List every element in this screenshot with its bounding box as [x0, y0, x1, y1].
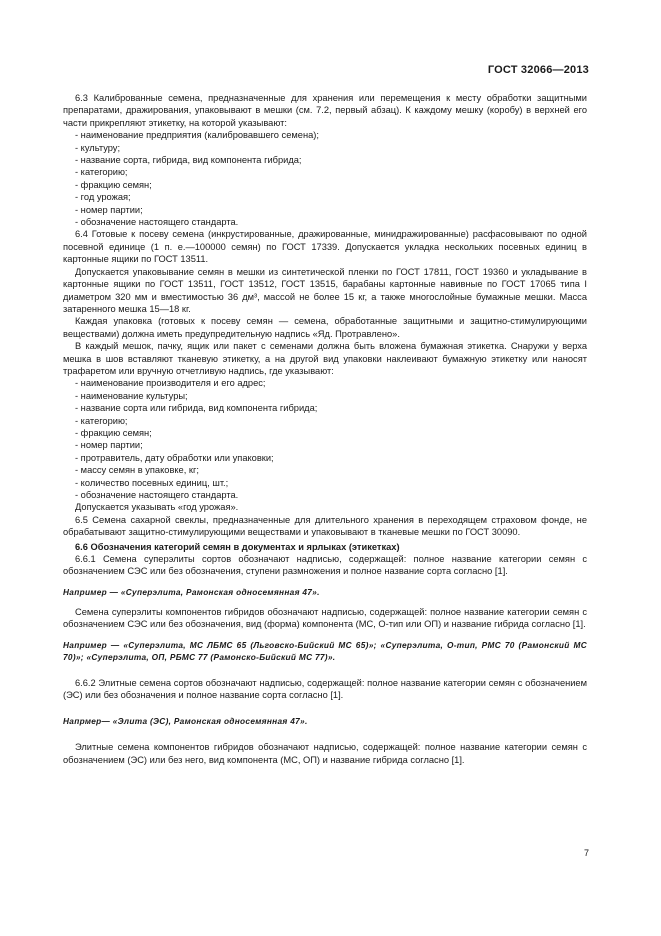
paragraph: 6.5 Семена сахарной свеклы, предназначенные для длительного хранения в переходящем страховом фонде, не обрабатывают защитно-стимулирующими веществами и упаковывают в тканевые мешки по ГОСТ 30090. — [63, 514, 587, 538]
paragraph: Допускается указывать «год урожая». — [75, 502, 239, 513]
list-item: - количество посевных единиц, шт.; — [75, 477, 229, 488]
list-item: - фракцию семян; — [75, 427, 152, 438]
paragraph: 6.6.2 Элитные семена сортов обозначают надписью, содержащей: полное название категории семян с обозначением (ЭС) или без обозначения и полное название сорта согласно [1]. — [63, 677, 587, 701]
document-body — [63, 92, 587, 766]
list-item: - номер партии; — [75, 204, 143, 215]
example-text: Например — «Суперэлита, Рамонская односемянная 47». — [63, 586, 320, 597]
example-text: Напрмер— «Элита (ЭС), Рамонская односемянная 47». — [63, 716, 308, 727]
list-item: - фракцию семян; — [75, 179, 152, 190]
list-item: - категорию; — [75, 415, 128, 426]
example-text: Например — «Суперэлита, МС ЛБМС 65 (Льговско-Бийский МС 65)»; «Суперэлита, О-тип, РМС 70 (Рамонский МС 70)»; «Суперэлита, ОП, РБМС 77 (Рамонско-Бийский МС 77)». — [63, 639, 587, 662]
paragraph: Элитные семена компонентов гибридов обозначают надписью, содержащей: полное название категории семян с обозначением (ЭС) или без него, вид компонента (МС, ОП) и название гибрида согласно [1]. — [63, 742, 587, 765]
list-item: - наименование предприятия (калибровавшего семена); — [75, 130, 319, 141]
page-number: 7 — [583, 848, 589, 858]
spacer — [63, 701, 587, 707]
list-item: - наименование культуры; — [75, 390, 188, 401]
list-item: - массу семян в упаковке, кг; — [75, 465, 199, 476]
paragraph: Каждая упаковка (готовых к посеву семян — семена, обработанные защитными и защитно-стимулирующими веществами) должна иметь предупредительную надпись «Яд. Протравлено». — [63, 316, 587, 339]
list-item: - категорию; — [75, 167, 128, 178]
paragraph: Семена суперэлиты компонентов гибридов обозначают надписью, содержащей: полное название категории семян с обозначением СЭС или без обозначения, вид (форма) компонента (МС, О-тип или ОП) и название гибрида согласно [1]. — [63, 606, 587, 630]
paragraph: В каждый мешок, пачку, ящик или пакет с семенами должна быть вложена бумажная этикетка. Снаружи у верха мешка в шов вставляют тканевую этикетку, а на другой вид упаковки наклеивают бумажную этикетку или наносят трафаретом или вручную отчетливую надпись, где указывают: — [63, 341, 587, 376]
list-item: - год урожая; — [75, 192, 131, 203]
list-item: - название сорта, гибрида, вид компонента гибрида; — [75, 155, 302, 166]
paragraph: Допускается упаковывание семян в мешки из синтетической пленки по ГОСТ 17811, ГОСТ 19360 и укладывание в картонные ящики по ГОСТ 13511, ГОСТ 13512, ГОСТ 13515, барабаны картонные навивные по ГОСТ 17065 типа I диаметром 320 мм и вместимостью 36 дм³, массой не более 15 кг, а также многослойные бумажные мешки. Масса затаренного мешка 15—18 кг. — [63, 266, 587, 314]
paragraph: 6.4 Готовые к посеву семена (инкрустированные, дражированные, минидражированные) расфасовывают по одной посевной единице (1 п. е.—100000 семян) по ГОСТ 17339. Допускается укладка нескольких посевных единиц в картонные ящики по ГОСТ 13511. — [63, 229, 587, 265]
paragraph: 6.6.1 Семена суперэлиты сортов обозначают надписью, содержащей: полное название категории семян с обозначением СЭС или без обозначения, ступени размножения и полное название сорта согласно [1]. — [63, 554, 587, 577]
document-header: ГОСТ 32066—2013 — [487, 64, 589, 76]
list-item: - обозначение настоящего стандарта. — [75, 217, 239, 228]
section-heading: 6.6 Обозначения категорий семян в документах и ярлыках (этикетках) — [75, 541, 400, 552]
list-item: - культуру; — [75, 142, 121, 153]
list-item: - номер партии; — [75, 440, 143, 451]
list-item: - обозначение настоящего стандарта. — [75, 490, 239, 500]
paragraph: 6.3 Калиброванные семена, предназначенные для хранения или перемещения к месту обработки защитными препаратами, дражирования, упаковывают в мешки (см. 7.2, первый абзац). К каждому мешку (коробу) в верхней его части прикрепляют этикетку, на которой указывают: — [63, 93, 587, 128]
list-item: - название сорта или гибрида, вид компонента гибрида; — [75, 403, 318, 414]
list-item: - протравитель, дату обработки или упаковки; — [75, 452, 274, 463]
list-item: - наименование производителя и его адрес; — [75, 378, 266, 389]
